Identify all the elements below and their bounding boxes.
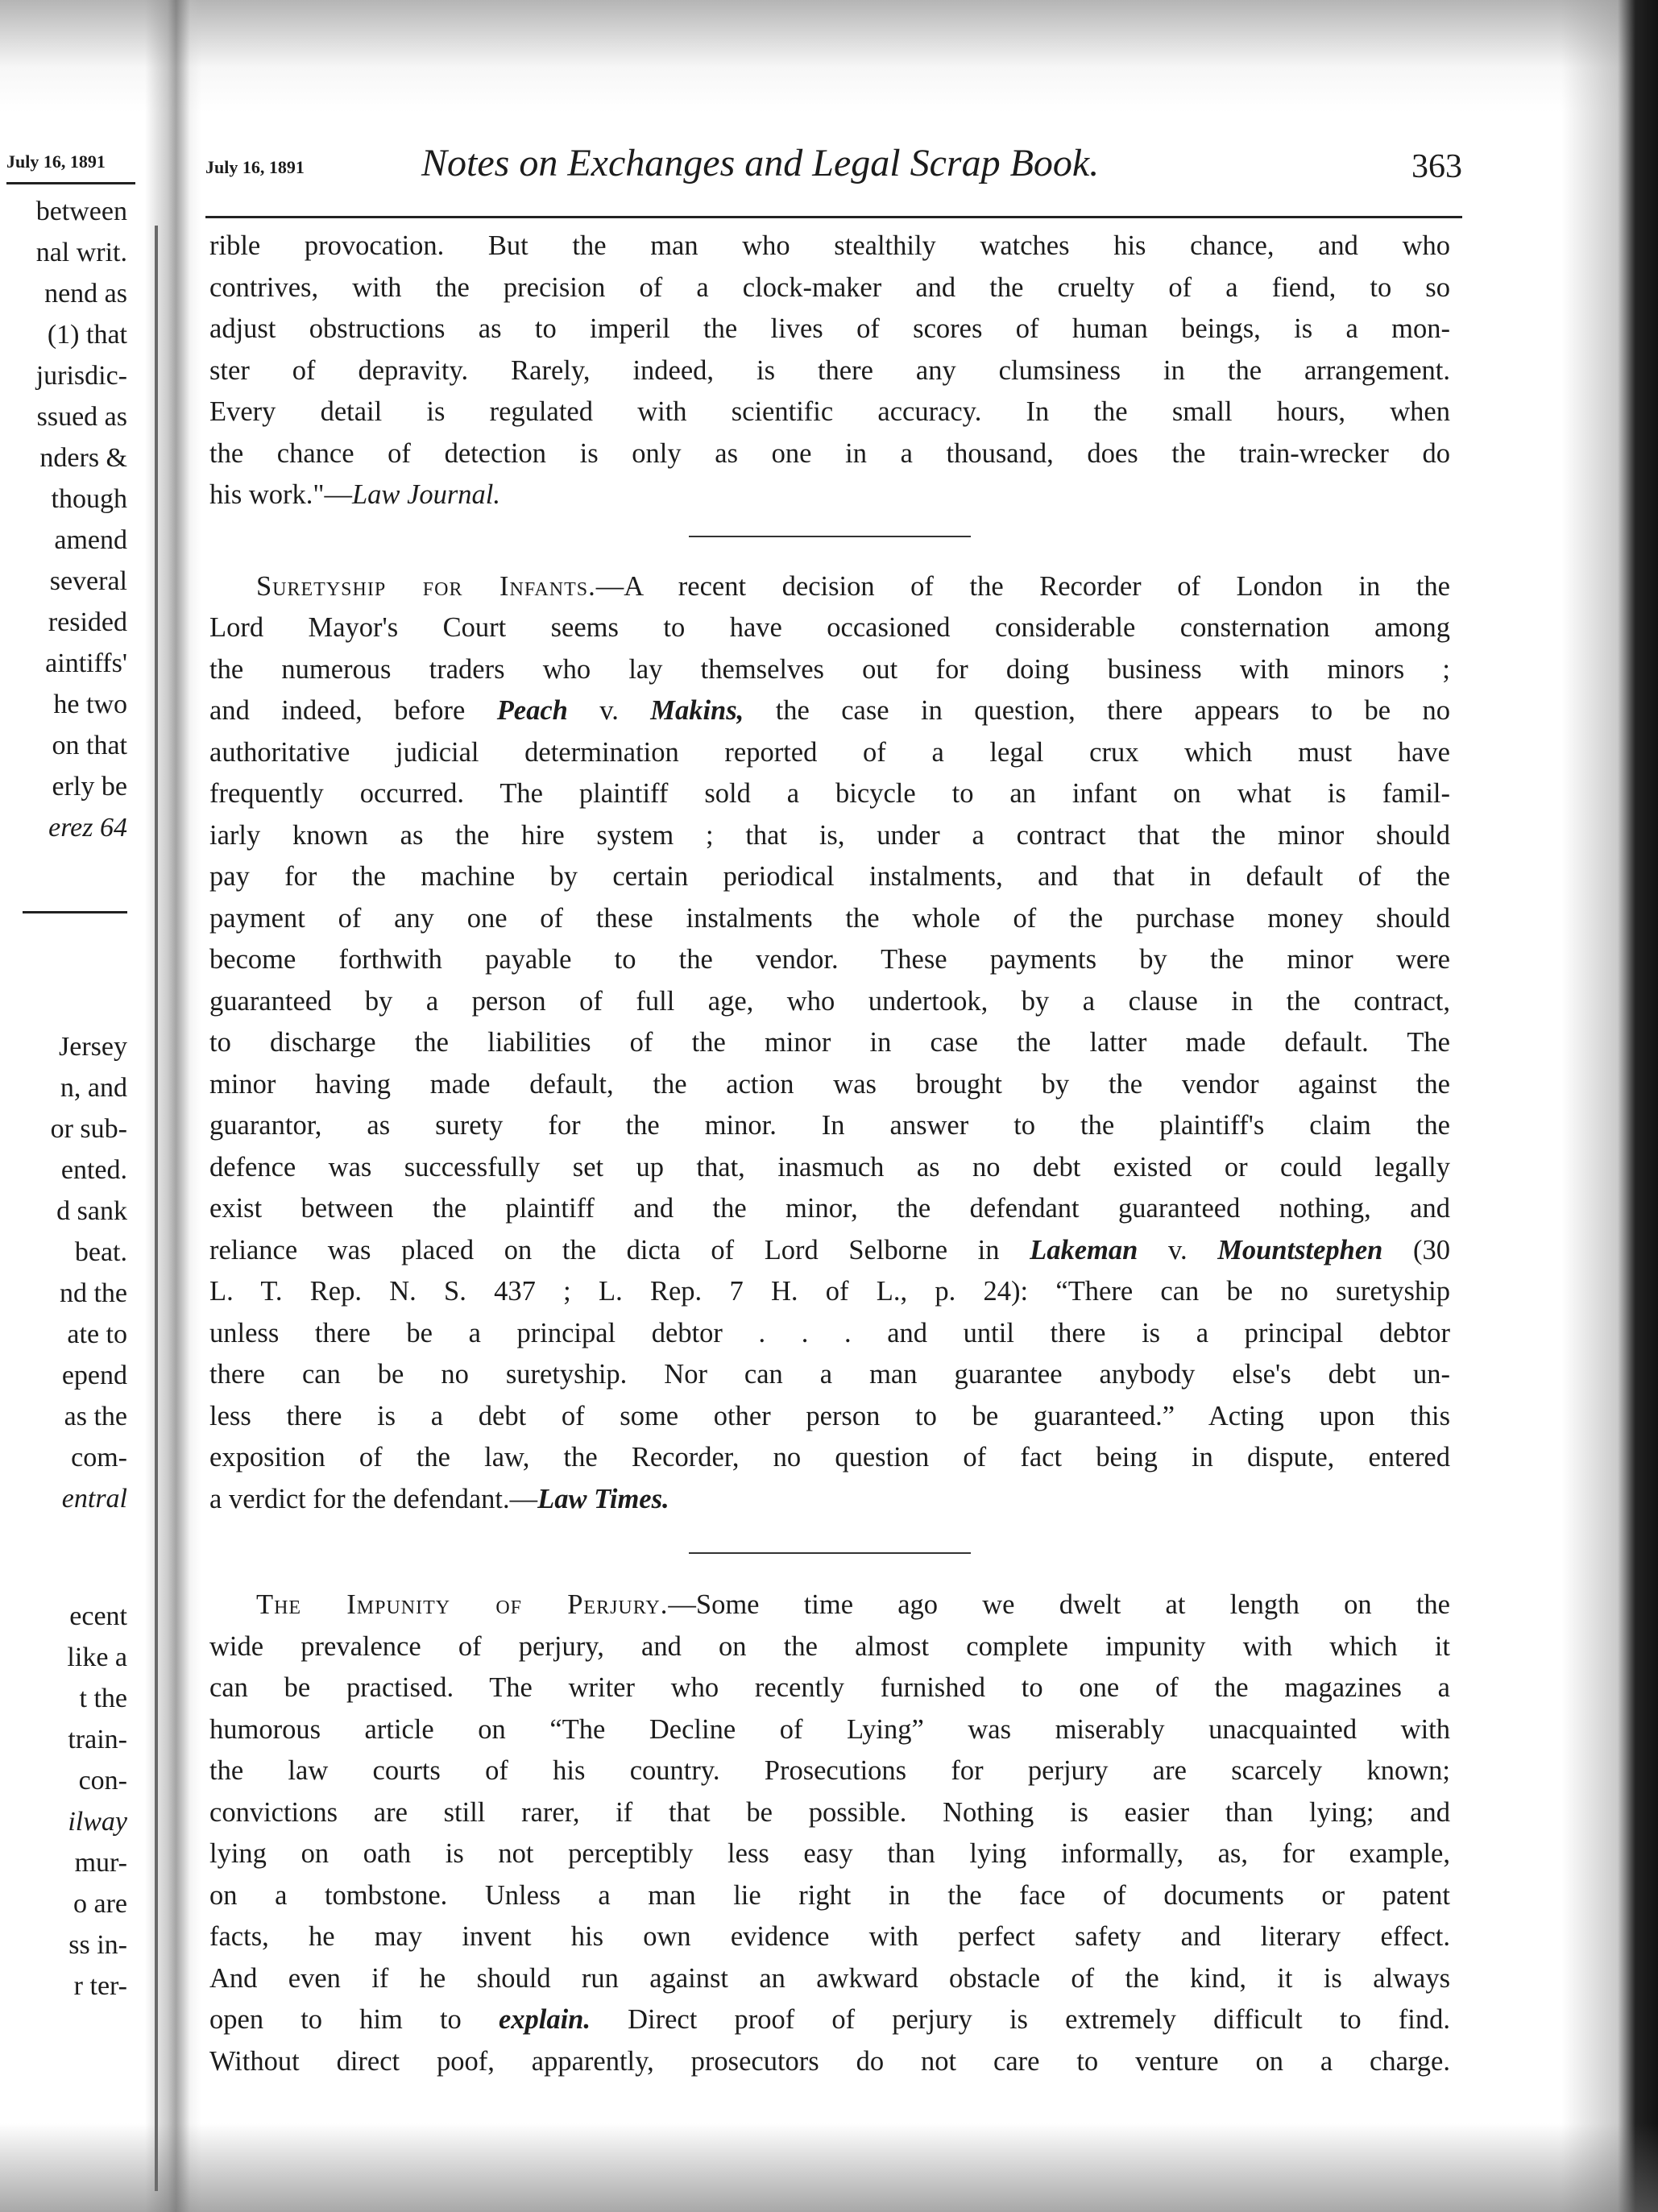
- text-line: L. T. Rep. N. S. 437 ; L. Rep. 7 H. of L., p. 24): “There can be no suretyship: [209, 1276, 1450, 1307]
- text-line: the numerous traders who lay themselves out for doing business with minors ;: [209, 653, 1450, 685]
- left-fragment-line: Jersey: [59, 1032, 127, 1062]
- scan-shadow-top: [0, 0, 1658, 113]
- left-fragment-line: like a: [67, 1642, 127, 1672]
- left-fragment-line: or sub-: [50, 1114, 127, 1144]
- left-fragment-line: nd the: [59, 1278, 127, 1308]
- left-fragment-line: nal writ.: [35, 238, 127, 267]
- left-fragment-line: amend: [54, 525, 127, 555]
- text-line: to discharge the liabilities of the minor in case the latter made default. The: [209, 1027, 1450, 1058]
- text-line: a verdict for the defendant.—Law Times.: [209, 1483, 669, 1514]
- left-fragment-line: nders &: [39, 443, 127, 473]
- left-fragment-line: ecent: [69, 1601, 127, 1631]
- scan-gutter-shadow: [145, 0, 201, 2212]
- left-fragment-line: (1) that: [47, 320, 127, 350]
- text-line: less there is a debt of some other person to be guaranteed.” Acting upon this: [209, 1400, 1450, 1431]
- left-fragment-line: aintiffs': [45, 648, 127, 678]
- left-fragment-line: epend: [61, 1361, 127, 1390]
- text-line: lying on oath is not perceptibly less easy than lying informally, as, for example,: [209, 1838, 1450, 1869]
- text-line: wide prevalence of perjury, and on the almost complete impunity with which it: [209, 1630, 1450, 1662]
- left-fragment-line: jurisdic-: [35, 361, 127, 391]
- left-fragment-line: n, and: [60, 1073, 127, 1103]
- text-line: humorous article on “The Decline of Lying” was miserably unacquainted with: [209, 1713, 1450, 1745]
- article-heading: Suretyship for Infants.: [256, 570, 596, 602]
- text-line: open to him to explain. Direct proof of perjury is extremely difficult to find.: [209, 2004, 1450, 2035]
- text-line: exist between the plaintiff and the minor, the defendant guaranteed nothing, and: [209, 1193, 1450, 1224]
- left-fragment-line: entral: [61, 1484, 127, 1514]
- fragment-group-bottom: [6, 1596, 143, 2007]
- header-date: July 16, 1891: [205, 157, 305, 177]
- text-line: on a tombstone. Unless a man lie right in the face of documents or patent: [209, 1879, 1450, 1911]
- text-line: ster of depravity. Rarely, indeed, is there any clumsiness in the arrangement.: [209, 354, 1450, 386]
- text-line: the law courts of his country. Prosecutions for perjury are scarcely known;: [209, 1755, 1450, 1786]
- fragment-group-top: [6, 191, 143, 848]
- left-fragment-line: nend as: [44, 279, 127, 309]
- left-fragment-line: between: [35, 197, 127, 226]
- gutter-rule: [155, 226, 158, 2191]
- left-fragment-line: ssued as: [36, 402, 127, 432]
- left-fragment-line: ilway: [68, 1807, 127, 1837]
- text-line: convictions are still rarer, if that be possible. Nothing is easier than lying; and: [209, 1796, 1450, 1828]
- text-line: contrives, with the precision of a clock-maker and the cruelty of a fiend, to so: [209, 271, 1450, 303]
- text-line: Suretyship for Infants.—A recent decision of the Recorder of London in the: [256, 570, 1450, 602]
- text-line: unless there be a principal debtor . . . and until there is a principal debtor: [209, 1317, 1450, 1348]
- previous-page-fragment: [6, 145, 143, 2007]
- scan-shadow-bottom: [0, 2123, 1658, 2212]
- text-line: authoritative judicial determination reported of a legal crux which must have: [209, 736, 1450, 768]
- text-line: minor having made default, the action was brought by the vendor against the: [209, 1068, 1450, 1100]
- main-text: [209, 226, 1450, 2082]
- text-line: his work."—Law Journal.: [209, 479, 501, 510]
- left-fragment-line: t the: [79, 1684, 127, 1713]
- left-page-date: July 16, 1891: [6, 151, 106, 172]
- text-line: iarly known as the hire system ; that is, under a contract that the minor should: [209, 819, 1450, 851]
- header-title: Notes on Exchanges and Legal Scrap Book.: [421, 142, 1100, 184]
- scan-shadow-right: [1561, 0, 1658, 2212]
- fragment-group-middle: [6, 1026, 143, 1519]
- text-line: Without direct poof, apparently, prosecutors do not care to venture on a charge.: [209, 2045, 1450, 2077]
- left-fragment-line: o are: [73, 1889, 127, 1919]
- text-line: payment of any one of these instalments the whole of the purchase money should: [209, 902, 1450, 934]
- text-line: become forthwith payable to the vendor. These payments by the minor were: [209, 944, 1450, 975]
- left-fragment-line: on that: [52, 731, 127, 760]
- text-line: guarantor, as surety for the minor. In answer to the plaintiff's claim the: [209, 1110, 1450, 1141]
- source-citation: Law Journal.: [352, 479, 501, 510]
- left-rule: [6, 182, 135, 184]
- text-line: exposition of the law, the Recorder, no question of fact being in dispute, entered: [209, 1442, 1450, 1473]
- page-number: 363: [1411, 148, 1462, 185]
- article-perjury: [209, 1584, 1450, 2082]
- text-line: The Impunity of Perjury.—Some time ago we dwelt at length on the: [256, 1589, 1450, 1620]
- text-line: defence was successfully set up that, inasmuch as no debt existed or could legally: [209, 1151, 1450, 1183]
- left-fragment-line: ate to: [67, 1319, 127, 1349]
- left-fragment-line: erly be: [52, 772, 127, 802]
- left-fragment-line: train-: [68, 1725, 127, 1754]
- text-line: pay for the machine by certain periodical instalments, and that in default of the: [209, 861, 1450, 892]
- header-rule: [205, 216, 1462, 218]
- left-fragment-line: he two: [53, 690, 127, 719]
- text-line: there can be no suretyship. Nor can a man guarantee anybody else's debt un-: [209, 1359, 1450, 1390]
- text-line: Every detail is regulated with scientific accuracy. In the small hours, when: [209, 396, 1450, 427]
- text-line: the chance of detection is only as one in a thousand, does the train-wrecker do: [209, 437, 1450, 469]
- text-line: rible provocation. But the man who stealthily watches his chance, and who: [209, 230, 1450, 261]
- left-fragment-line: beat.: [74, 1237, 127, 1267]
- left-fragment-line: con-: [78, 1766, 127, 1796]
- source-citation: Law Times.: [537, 1483, 669, 1514]
- left-fragment-line: several: [49, 566, 127, 596]
- text-line: and indeed, before Peach v. Makins, the case in question, there appears to be no: [209, 695, 1450, 726]
- left-fragment-line: as the: [64, 1402, 127, 1431]
- article-heading: The Impunity of Perjury.: [256, 1589, 669, 1620]
- text-line: And even if he should run against an awkward obstacle of the kind, it is always: [209, 1962, 1450, 1994]
- text-line: can be practised. The writer who recently furnished to one of the magazines a: [209, 1672, 1450, 1703]
- left-fragment-line: ented.: [60, 1155, 127, 1185]
- left-fragment-line: com-: [71, 1443, 127, 1473]
- text-line: reliance was placed on the dicta of Lord Selborne in Lakeman v. Mountstephen (30: [209, 1234, 1450, 1265]
- text-line: adjust obstructions as to imperil the lives of scores of human beings, is a mon-: [209, 313, 1450, 344]
- article-continuation: [209, 226, 1450, 516]
- text-line: frequently occurred. The plaintiff sold a bicycle to an infant on what is famil-: [209, 778, 1450, 809]
- left-fragment-line: mur-: [74, 1848, 127, 1878]
- left-fragment-line: erez 64: [48, 813, 127, 843]
- left-fragment-line: d sank: [56, 1196, 127, 1226]
- text-line: guaranteed by a person of full age, who undertook, by a clause in the contract,: [209, 985, 1450, 1017]
- left-fragment-line: resided: [48, 607, 127, 637]
- left-fragment-line: r ter-: [73, 1971, 127, 2001]
- text-line: facts, he may invent his own evidence with perfect safety and literary effect.: [209, 1921, 1450, 1952]
- left-fragment-line: though: [51, 484, 127, 514]
- running-header: [205, 141, 1462, 197]
- article-suretyship: [209, 566, 1450, 1521]
- left-fragment-line: ss in-: [68, 1930, 127, 1960]
- text-line: Lord Mayor's Court seems to have occasioned considerable consternation among: [209, 612, 1450, 643]
